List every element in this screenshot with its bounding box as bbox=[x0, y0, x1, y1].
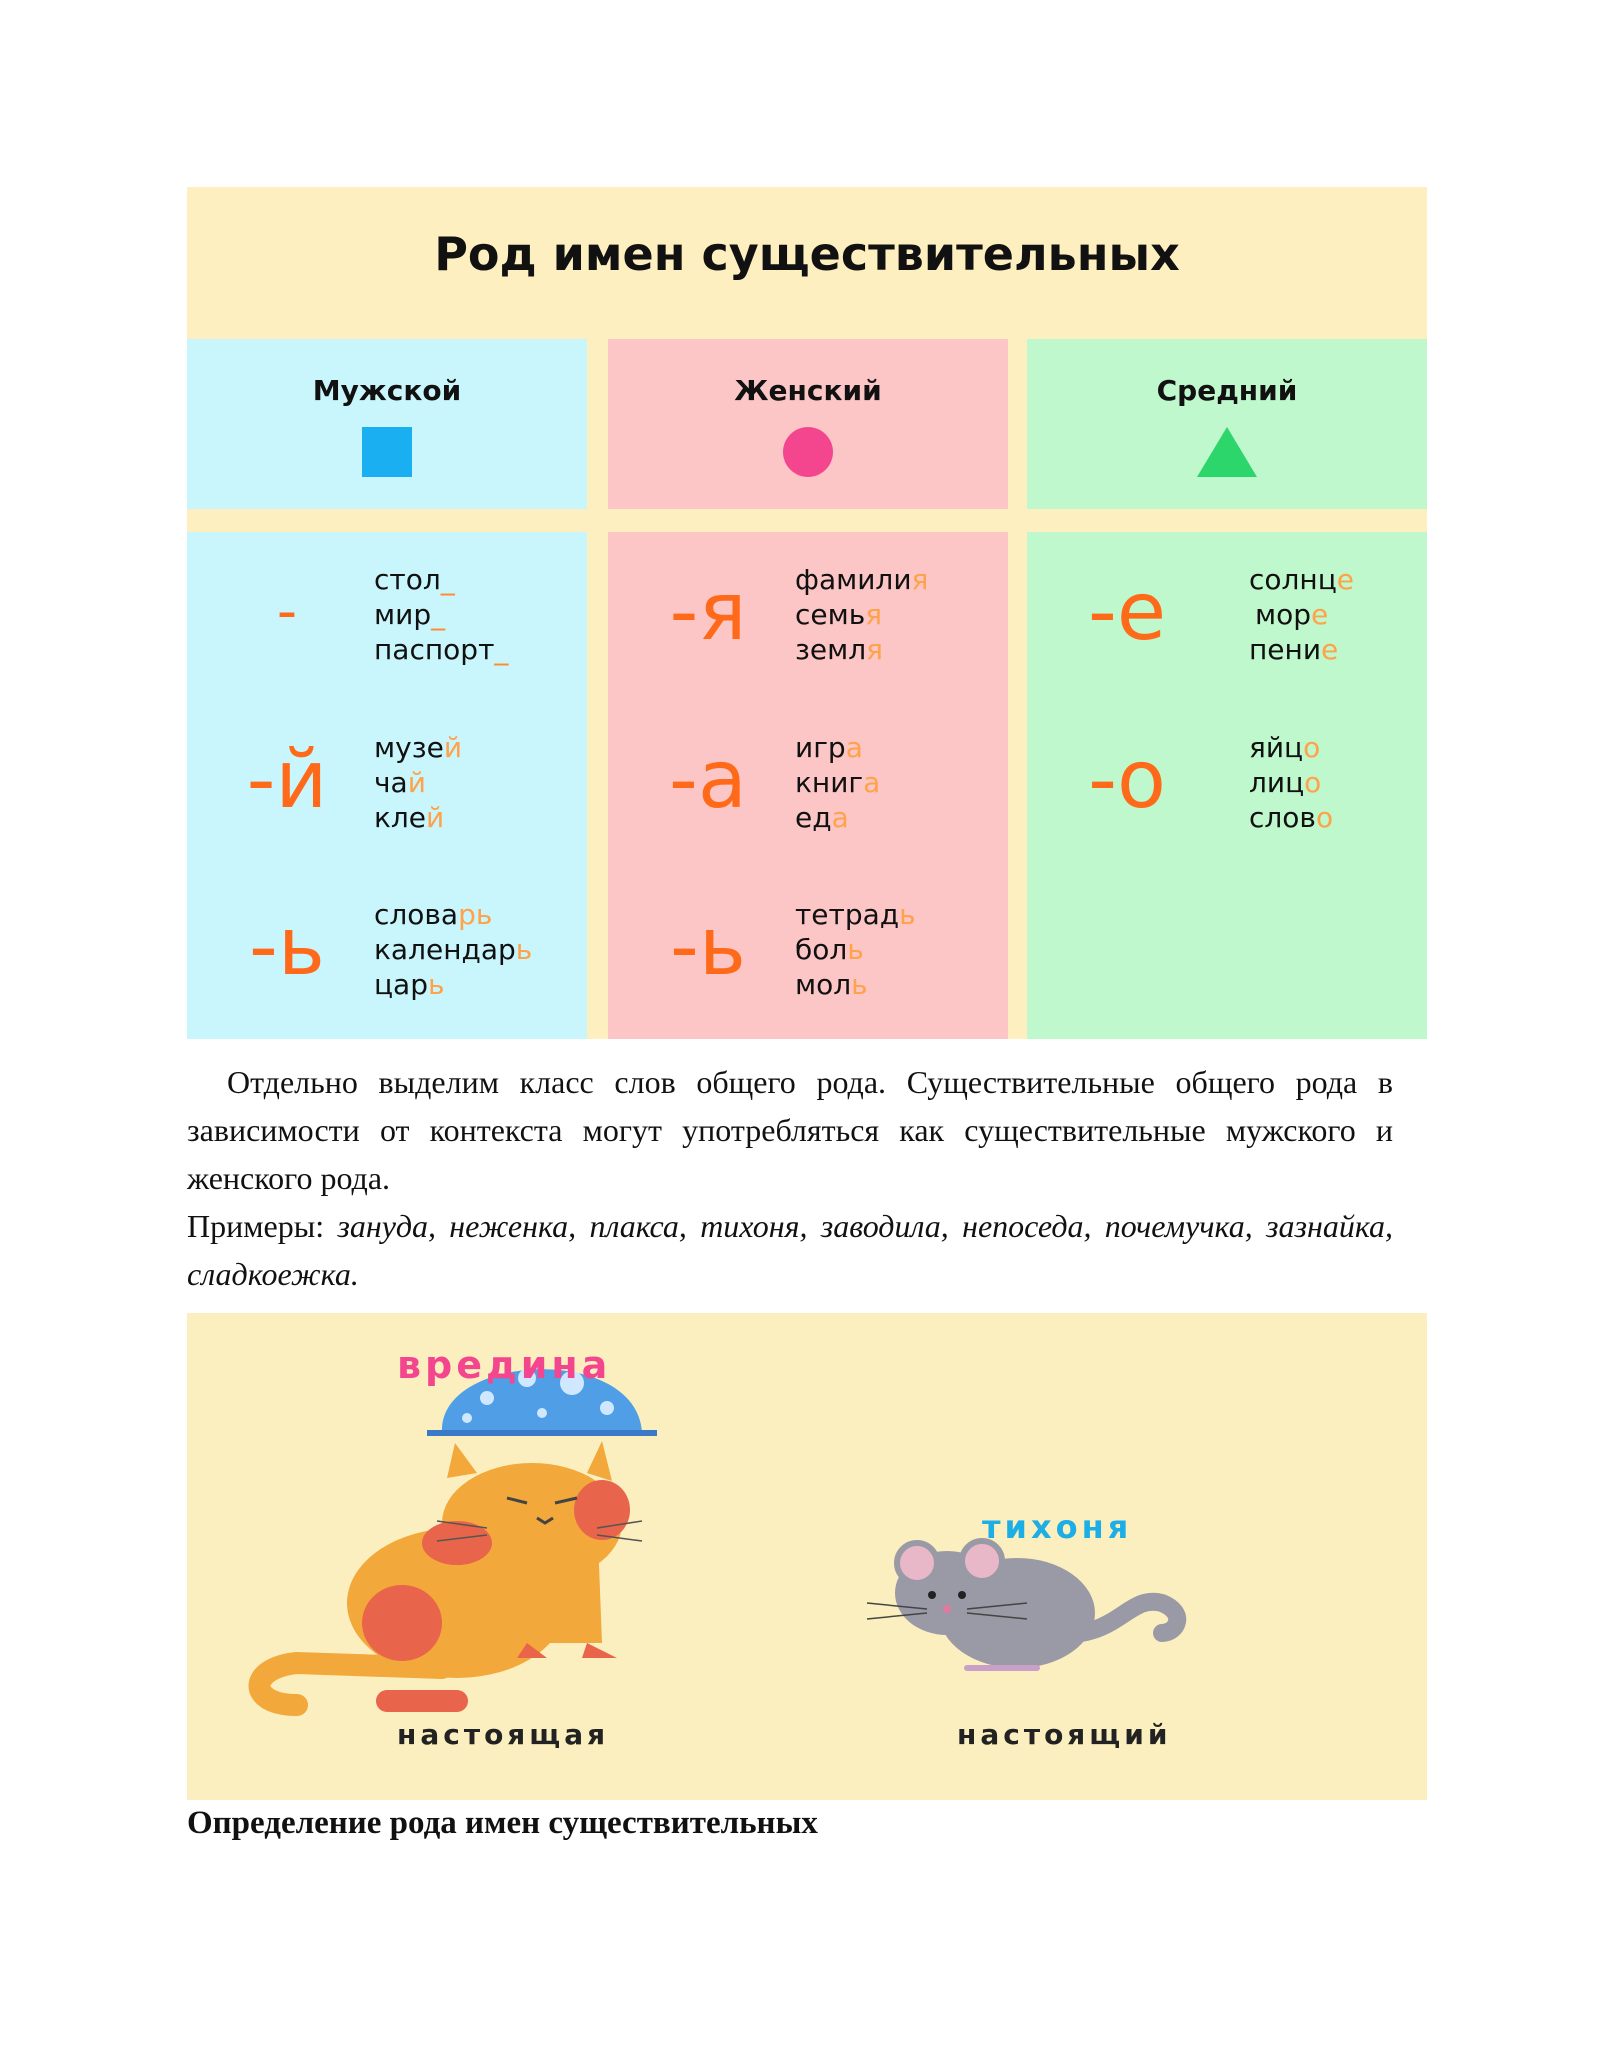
feminine-group-soft bbox=[608, 887, 1008, 1007]
word-list bbox=[374, 897, 532, 1002]
word: мир_ bbox=[374, 598, 446, 631]
word: книга bbox=[795, 766, 881, 799]
feminine-label: Женский bbox=[734, 374, 882, 407]
examples-label: Примеры: bbox=[187, 1208, 338, 1244]
ending: -а bbox=[669, 733, 747, 826]
feminine-column bbox=[608, 532, 1008, 1039]
word: пение bbox=[1249, 633, 1339, 666]
word-list bbox=[1249, 730, 1333, 835]
word: слово bbox=[1249, 801, 1334, 834]
ending: -й bbox=[246, 733, 328, 826]
word: моль bbox=[795, 968, 868, 1001]
masculine-header bbox=[187, 339, 587, 509]
square-icon bbox=[362, 427, 412, 477]
ending: -ь bbox=[248, 900, 325, 993]
caption-masculine: настоящий bbox=[957, 1718, 1172, 1751]
word: солнце bbox=[1249, 563, 1355, 596]
word: игра bbox=[795, 731, 863, 764]
word: паспорт_ bbox=[374, 633, 509, 666]
caption-feminine: настоящая bbox=[397, 1718, 610, 1751]
word: чай bbox=[374, 766, 426, 799]
masculine-group-soft bbox=[187, 887, 587, 1007]
ending: - bbox=[276, 579, 298, 644]
cat-illustration bbox=[260, 1369, 658, 1705]
common-gender-paragraph: Отдельно выделим класс слов общего рода. Существительные общего рода в зависимости от контекста могут употребляться как существительные мужского и женского рода. bbox=[187, 1064, 1393, 1196]
word-tikhonya: тихоня bbox=[982, 1508, 1133, 1546]
examples-list: зануда, неженка, плакса, тихоня, заводила, непоседа, почемучка, зазнайка, сладкоежка. bbox=[187, 1208, 1394, 1292]
word-list bbox=[795, 897, 916, 1002]
word: календарь bbox=[374, 933, 533, 966]
neuter-group-e bbox=[1027, 552, 1427, 672]
word: царь bbox=[374, 968, 445, 1001]
word: море bbox=[1255, 598, 1329, 631]
masculine-group-y bbox=[187, 720, 587, 840]
masculine-label: Мужской bbox=[312, 374, 462, 407]
word: фамилия bbox=[795, 563, 929, 596]
neuter-group-o bbox=[1027, 720, 1427, 840]
neuter-column bbox=[1027, 532, 1427, 1039]
infographic-title: Род имен существительных bbox=[434, 227, 1180, 281]
masculine-group-zero bbox=[187, 552, 587, 672]
word: яйцо bbox=[1249, 731, 1321, 764]
feminine-header bbox=[608, 339, 1008, 509]
word: семья bbox=[795, 598, 883, 631]
word: музей bbox=[374, 731, 463, 764]
word-list bbox=[795, 730, 880, 835]
illustration bbox=[187, 1313, 1427, 1800]
word-list bbox=[1249, 562, 1354, 667]
word: словарь bbox=[374, 898, 493, 931]
word: земля bbox=[795, 633, 883, 666]
word: боль bbox=[795, 933, 864, 966]
feminine-group-a bbox=[608, 720, 1008, 840]
neuter-header bbox=[1027, 339, 1427, 509]
word: стол_ bbox=[374, 563, 455, 596]
triangle-icon bbox=[1197, 427, 1257, 477]
word: еда bbox=[795, 801, 849, 834]
illustration-drawing bbox=[187, 1313, 1427, 1800]
ending: -я bbox=[669, 565, 747, 658]
word-list bbox=[374, 562, 508, 667]
masculine-column bbox=[187, 532, 587, 1039]
word-list bbox=[795, 562, 928, 667]
gender-infographic bbox=[187, 187, 1427, 1039]
section-heading: Определение рода имен существительных bbox=[187, 1805, 818, 1841]
ending: -о bbox=[1088, 733, 1166, 826]
ending: -ь bbox=[669, 900, 746, 993]
word-list bbox=[374, 730, 462, 835]
word: клей bbox=[374, 801, 445, 834]
word: лицо bbox=[1249, 766, 1322, 799]
feminine-group-ya bbox=[608, 552, 1008, 672]
mouse-illustration bbox=[867, 1541, 1177, 1668]
examples-paragraph bbox=[187, 1202, 1393, 1298]
neuter-label: Средний bbox=[1156, 374, 1298, 407]
word: тетрадь bbox=[795, 898, 916, 931]
word-vredina: вредина bbox=[397, 1343, 612, 1387]
circle-icon bbox=[783, 427, 833, 477]
ending: -е bbox=[1087, 565, 1167, 658]
